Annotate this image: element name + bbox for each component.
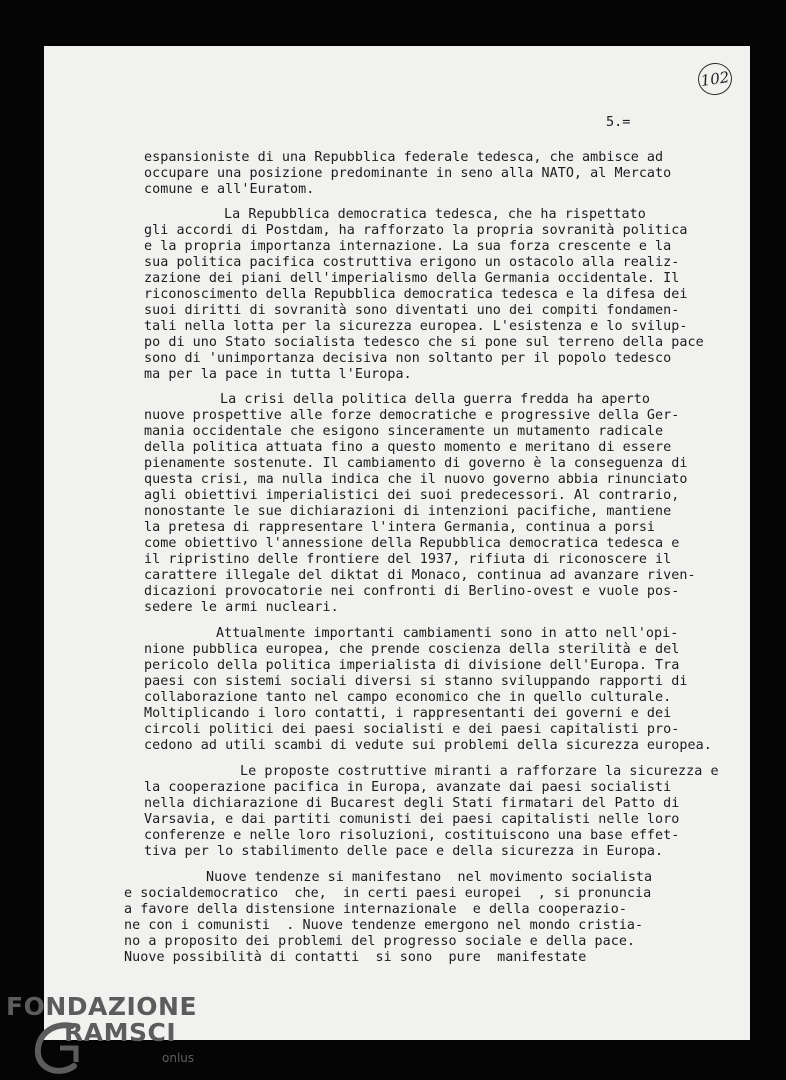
text-line: circoli politici dei paesi socialisti e dei paesi capitalisti pro- [144,722,680,737]
text-line: po di uno Stato socialista tedesco che si pone sul terreno della pace [144,335,704,350]
text-line: nione pubblica europea, che prende coscienza della sterilità e del [144,642,680,657]
text-line: della politica attuata fino a questo momento e meritano di essere [144,440,672,455]
text-line: dicazioni provocatorie nei confronti di Berlino-ovest e vuole pos- [144,584,680,599]
text-line: tiva per lo stabilimento delle pace e della sicurezza in Europa. [144,844,664,859]
text-line: il ripristino delle frontiere del 1937, rifiuta di riconoscere il [144,552,672,567]
page-number: 5.= [606,114,631,130]
text-line: pienamente sostenute. Il cambiamento di governo è la conseguenza di [144,456,688,471]
text-line: collaborazione tanto nel campo economico che in quello culturale. [144,690,672,705]
text-line: carattere illegale del diktat di Monaco, continua ad avanzare riven- [144,568,696,583]
text-line: Nuove possibilità di contatti si sono pure manifestate [124,950,587,965]
text-line: Moltiplicando i loro contatti, i rappresentanti dei governi e dei [144,706,672,721]
text-line: cedono ad utili scambi di vedute sui problemi della sicurezza europea. [144,738,712,753]
text-line: riconoscimento della Repubblica democratica tedesca e la difesa dei [144,287,688,302]
archive-stamp: 102 [696,61,734,97]
text-line: sua politica pacifica costruttiva erigono un ostacolo alla realiz- [144,255,680,270]
text-line: gli accordi di Postdam, ha rafforzato la propria sovranità politica [144,223,688,238]
text-line: ma per la pace in tutta l'Europa. [144,367,412,382]
text-line: zazione dei piani dell'imperialismo della Germania occidentale. Il [144,271,680,286]
text-line: e socialdemocratico che, in certi paesi europei , si pronuncia [124,886,652,901]
text-line: espansioniste di una Repubblica federale tedesca, che ambisce ad [144,150,664,165]
document-page [44,46,750,1040]
text-line: conferenze e nelle loro risoluzioni, costituiscono una base effet- [144,828,680,843]
text-line: comune e all'Euratom. [144,182,315,197]
text-line: come obiettivo l'annessione della Repubblica democratica tedesca e [144,536,680,551]
fondazione-gramsci-logo [6,992,198,1047]
text-line: La crisi della politica della guerra fredda ha aperto [220,392,650,407]
text-line: sono di 'unimportanza decisiva non soltanto per il popolo tedesco [144,351,672,366]
text-line: a favore della distensione internazionale e della cooperazio- [124,902,627,917]
text-line: la cooperazione pacifica in Europa, avanzate dai paesi socialisti [144,780,672,795]
text-line: tali nella lotta per la sicurezza europea. L'esistenza e lo svilup- [144,319,688,334]
text-line: no a proposito dei problemi del progresso sociale e della pace. [124,934,636,949]
text-line: nuove prospettive alle forze democratiche e progressive della Ger- [144,408,680,423]
text-line: agli obiettivi imperialistici dei suoi predecessori. Al contrario, [144,488,680,503]
text-line: Attualmente importanti cambiamenti sono in atto nell'opi- [216,626,679,641]
text-line: la pretesa di rappresentare l'intera Germania, continua a porsi [144,520,656,535]
text-line: e la propria importanza internazione. La sua forza crescente e la [144,239,672,254]
text-line: paesi con sistemi sociali diversi si stanno sviluppando rapporti di [144,674,688,689]
logo-suffix: onlus [162,1051,195,1065]
text-line: pericolo della politica imperialista di divisione dell'Europa. Tra [144,658,680,673]
text-line: questa crisi, ma nulla indica che il nuovo governo abbia rinunciato [144,472,688,487]
logo-line-2: RAMSCI [64,1018,177,1047]
text-line: Le proposte costruttive miranti a rafforzare la sicurezza e [240,764,719,779]
text-line: ne con i comunisti . Nuove tendenze emergono nel mondo cristia- [124,918,644,933]
text-line: sedere le armi nucleari. [144,600,339,615]
text-line: nella dichiarazione di Bucarest degli Stati firmatari del Patto di [144,796,680,811]
text-line: Varsavia, e dai partiti comunisti dei paesi capitalisti nelle loro [144,812,680,827]
text-line: nonostante le sue dichiarazioni di intenzioni pacifiche, mantiene [144,504,672,519]
text-line: La Repubblica democratica tedesca, che ha rispettato [224,207,646,222]
logo-line-1: FONDAZIONE [6,992,198,1021]
text-line: Nuove tendenze si manifestano nel movimento socialista [206,870,653,885]
text-line: occupare una posizione predominante in seno alla NATO, al Mercato [144,166,672,181]
text-line: suoi diritti di sovranità sono diventati uno dei compiti fondamen- [144,303,680,318]
text-line: mania occidentale che esigono sinceramente un mutamento radicale [144,424,664,439]
